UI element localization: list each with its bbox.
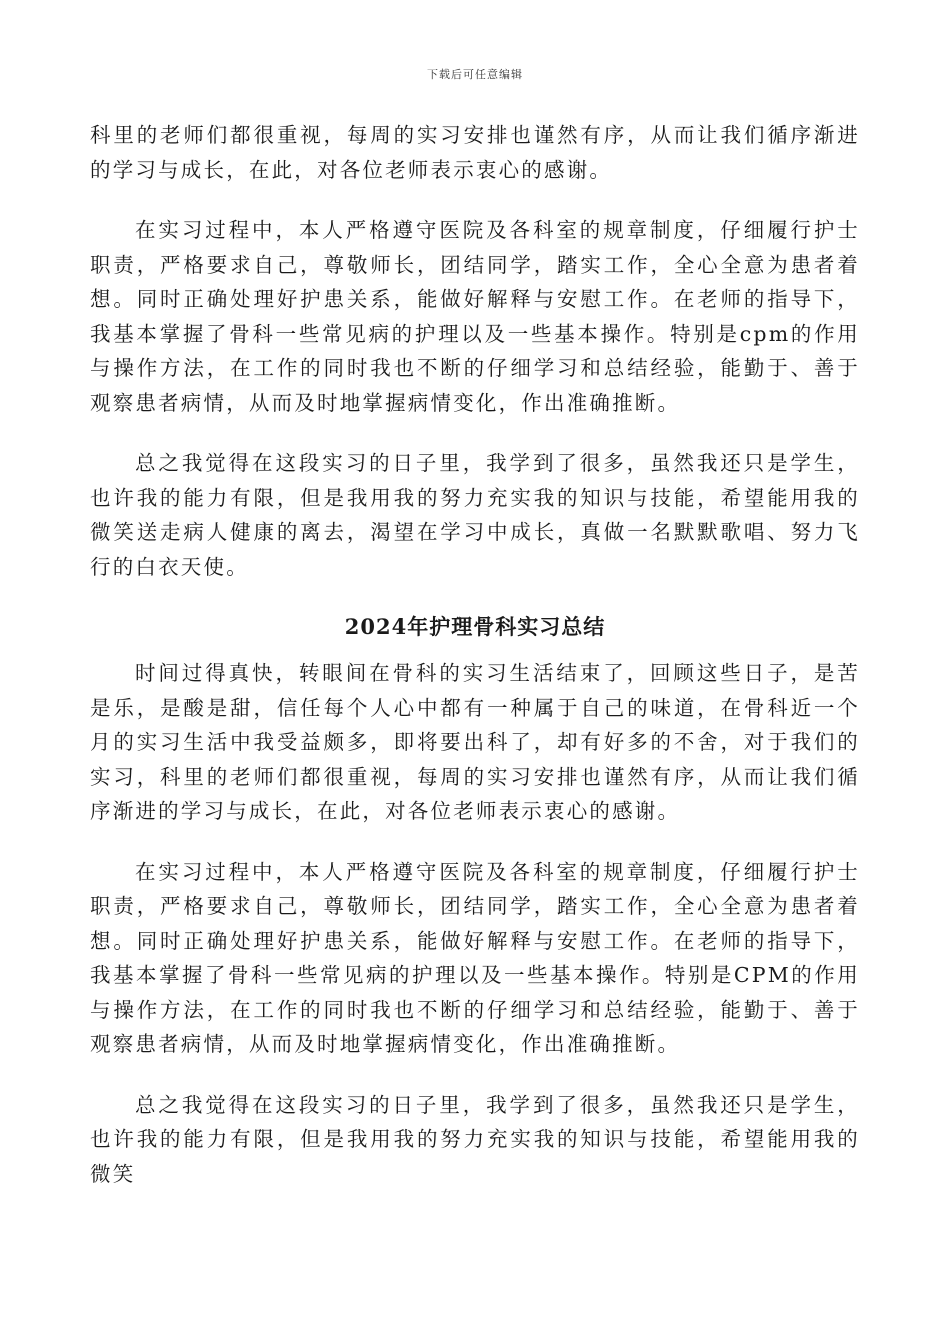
paragraph-gap bbox=[90, 829, 860, 855]
paragraph-gap bbox=[90, 1062, 860, 1088]
paragraph-gap bbox=[90, 584, 860, 610]
section-title: 2024年护理骨科实习总结 bbox=[344, 614, 606, 639]
paragraph-gap bbox=[90, 420, 860, 446]
paragraph-conclusion: 总之我觉得在这段实习的日子里，我学到了很多，虽然我还只是学生，也许我的能力有限，但是我用我的努力充实我的知识与技能，希望能用我的微笑送走病人健康的离去，渴望在学习中成长，真做一名默默歌唱、努力飞行的白衣天使。 bbox=[90, 451, 860, 579]
paragraph-continued-thanks: 科里的老师们都很重视，每周的实习安排也谨然有序，从而让我们循序渐进的学习与成长，在此，对各位老师表示衷心的感谢。 bbox=[90, 123, 860, 182]
paragraph-time-flies: 时间过得真快，转眼间在骨科的实习生活结束了，回顾这些日子，是苦是乐，是酸是甜，信任每个人心中都有一种属于自己的味道，在骨科近一个月的实习生活中我受益颇多，即将要出科了，却有好多的不舍，对于我们的实习，科里的老师们都很重视，每周的实习安排也谨然有序，从而让我们循序渐进的学习与成长，在此，对各位老师表示衷心的感谢。 bbox=[90, 661, 860, 823]
paragraph-conclusion-2: 总之我觉得在这段实习的日子里，我学到了很多，虽然我还只是学生，也许我的能力有限，但是我用我的努力充实我的知识与技能，希望能用我的微笑 bbox=[90, 1092, 860, 1186]
page-header-note: 下载后可任意编辑 bbox=[427, 68, 523, 81]
paragraph-internship-process-2: 在实习过程中，本人严格遵守医院及各科室的规章制度，仔细履行护士职责，严格要求自己，尊敬师长，团结同学，踏实工作，全心全意为患者着想。同时正确处理好护患关系，能做好解释与安慰工作。在老师的指导下，我基本掌握了骨科一些常见病的护理以及一些基本操作。特别是CPM的作用与操作方法，在工作的同时我也不断的仔细学习和总结经验，能勤于、善于观察患者病情，从而及时地掌握病情变化，作出准确推断。 bbox=[90, 859, 860, 1056]
paragraph-gap bbox=[90, 187, 860, 213]
document-body bbox=[90, 118, 860, 1191]
paragraph-internship-process: 在实习过程中，本人严格遵守医院及各科室的规章制度，仔细履行护士职责，严格要求自己，尊敬师长，团结同学，踏实工作，全心全意为患者着想。同时正确处理好护患关系，能做好解释与安慰工作。在老师的指导下，我基本掌握了骨科一些常见病的护理以及一些基本操作。特别是cpm的作用与操作方法，在工作的同时我也不断的仔细学习和总结经验，能勤于、善于观察患者病情，从而及时地掌握病情变化，作出准确推断。 bbox=[90, 218, 860, 415]
title-gap bbox=[90, 644, 860, 656]
